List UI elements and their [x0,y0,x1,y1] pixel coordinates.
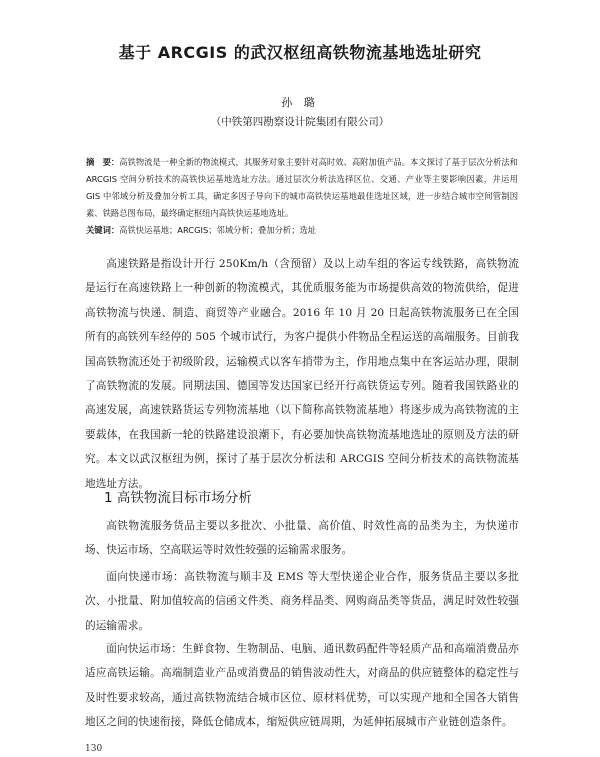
keywords-text: 高铁快运基地；ARCGIS；邻域分析；叠加分析；选址 [119,225,317,235]
keywords-label: 关键词： [86,225,120,235]
section-paragraph: 面向快递市场：高铁物流与顺丰及 EMS 等大型快递企业合作，服务货品主要以多批次、小批量、附加值较高的信函文件类、商务样品类、网购商品类等货品，满足时效性较强的运输需求。 [85,571,519,632]
page-number: 130 [85,744,103,754]
section-paragraph: 面向快运市场：生鲜食物、生物制品、电脑、通讯数码配件等轻质产品和高端消费品亦适应高铁运输。高端制造业产品或消费品的销售波动性大，对商品的供应链整体的稳定性与及时性要求较高，通过高铁物流结合城市区位、原材料优势，可以实现产地和全国各大销售地区之间的快速衔接，降低仓储成本，缩短供应链周期，为延伸拓展城市产业链创造条件。 [85,643,519,729]
abstract [86,154,518,222]
abstract-text: 高铁物流是一种全新的物流模式，其服务对象主要针对高时效、高附加值产品。本文探讨了基于层次分析法和 ARCGIS 空间分析技术的高铁快运基地选址方法。通过层次分析法选择区位、交通、产业等主要影响因素，并运用 GIS 中邻域分析及叠加分析工具，确定多因子导向下的城市高铁快运基地最佳选址区域，进一步结合城市空间管制因素、铁路总图布局，最终确定枢纽内高铁快运基地选址。 [86,157,518,218]
paper-title: 基于 ARCGIS 的武汉枢纽高铁物流基地选址研究 [118,43,482,62]
author-name: 孙 璐 [281,96,319,109]
keywords [86,222,518,239]
author-affiliation: （中铁第四勘察设计院集团有限公司） [210,116,390,128]
intro-paragraph: 高速铁路是指设计开行 250Km/h（含预留）及以上动车组的客运专线铁路，高铁物流是运行在高速铁路上一种创新的物流模式，其优质服务能为市场提供高效的物流供给，促进高铁物流与快递、制造、商贸等产业融合。2016 年 10 月 20 日起高铁物流服务已在全国所有的高铁列车经停的 505 个城市试行，为客户提供小件物品全程运送的高端服务。目前我国高铁物流还处于初级阶段，运输模式以客车捎带为主，作用地点集中在客运站办理，限制了高铁物流的发展。同期法国、德国等发达国家已经开行高铁货运专列。随着我国铁路业的高速发展，高速铁路货运专列物流基地（以下简称高铁物流基地）将逐步成为高铁物流的主要载体，在我国新一轮的铁路建设浪潮下，有必要加快高铁物流基地选址的原则及方法的研究。本文以武汉枢纽为例，探讨了基于层次分析法和 ARCGIS 空间分析技术的高铁物流基地选址方法。 [85,258,519,490]
section-heading: 1 高铁物流目标市场分析 [104,490,252,506]
section-paragraph: 高铁物流服务货品主要以多批次、小批量、高价值、时效性高的品类为主，为快递市场、快运市场、空高联运等时效性较强的运输需求服务。 [85,520,519,557]
abstract-label: 摘 要： [86,157,120,167]
